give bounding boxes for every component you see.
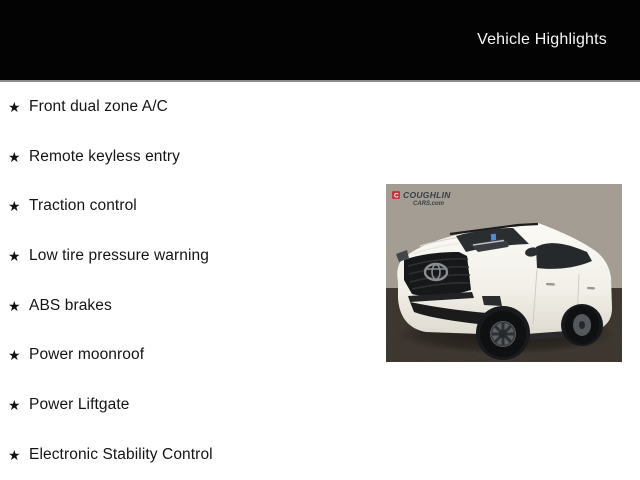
black-star-icon: ★ <box>8 98 21 115</box>
feature-row <box>0 231 380 281</box>
black-star-icon: ★ <box>8 446 21 463</box>
page-title: Vehicle Highlights <box>477 31 607 48</box>
header-bar <box>0 0 640 82</box>
feature-list <box>0 82 380 480</box>
feature-label: Traction control <box>29 197 137 215</box>
feature-label: Remote keyless entry <box>29 147 181 165</box>
feature-row <box>0 430 380 480</box>
feature-row <box>0 281 380 331</box>
feature-row <box>0 380 380 430</box>
feature-label: Power Liftgate <box>29 395 130 413</box>
black-star-icon: ★ <box>8 198 21 215</box>
black-star-icon: ★ <box>8 396 21 413</box>
feature-label: Low tire pressure warning <box>29 246 209 264</box>
black-star-icon: ★ <box>8 148 21 165</box>
coughlin-logo-letter: C <box>394 192 399 200</box>
feature-label: Electronic Stability Control <box>29 445 213 463</box>
feature-label: Front dual zone A/C <box>29 97 168 115</box>
feature-label: ABS brakes <box>29 296 112 314</box>
vehicle-photo <box>386 184 622 362</box>
black-star-icon: ★ <box>8 347 21 364</box>
coughlin-watermark-line2: CARS.com <box>413 201 445 207</box>
feature-row <box>0 82 380 132</box>
rear-wheel <box>565 306 599 344</box>
black-star-icon: ★ <box>8 247 21 264</box>
black-star-icon: ★ <box>8 297 21 314</box>
front-wheel <box>480 311 526 357</box>
feature-row <box>0 181 380 231</box>
feature-label: Power moonroof <box>29 346 145 364</box>
feature-row <box>0 330 380 380</box>
coughlin-watermark-line1: COUGHLIN <box>403 190 451 200</box>
feature-row <box>0 132 380 182</box>
